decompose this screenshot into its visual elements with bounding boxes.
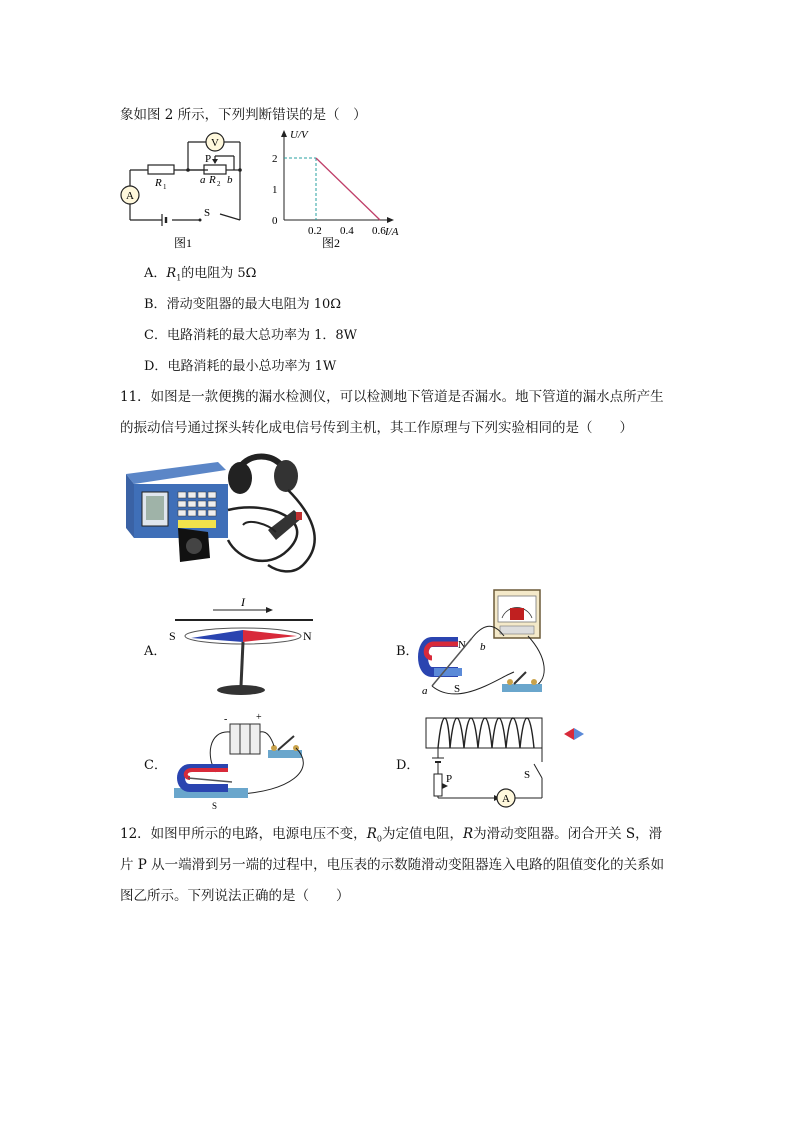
series-line — [316, 158, 380, 220]
q11-option-b-letter: B． — [396, 644, 419, 659]
svg-text:a: a — [422, 685, 428, 697]
svg-text:-: - — [224, 714, 228, 725]
svg-text:S: S — [524, 769, 531, 781]
q11-line-2: 的振动信号通过探头转化成电信号传到主机，其工作原理与下列实验相同的是（ ） — [120, 420, 633, 436]
option-d-solenoid-diagram — [420, 712, 592, 814]
svg-text:+: + — [256, 712, 262, 723]
svg-text:R: R — [209, 174, 216, 186]
q11-line-1: 11．如图是一款便携的漏水检测仪，可以检测地下管道是否漏水。地下管道的漏水点所产生 — [120, 389, 664, 405]
x-tick-label: 0.4 — [340, 225, 354, 237]
svg-text:V: V — [211, 137, 219, 149]
svg-text:S: S — [169, 629, 176, 643]
svg-text:N: N — [458, 639, 466, 651]
x-axis-label: I/A — [385, 226, 399, 238]
y-tick-label: 0 — [272, 215, 278, 227]
q10-option-c: C．电路消耗的最大总功率为 1．8W — [144, 328, 357, 343]
svg-text:S: S — [212, 801, 218, 811]
q10-option-a: A．$R_1$的电阻为 5Ω — [144, 266, 257, 283]
q11-option-c-letter: C． — [144, 758, 167, 773]
svg-text:S: S — [454, 683, 461, 695]
svg-text:2: 2 — [217, 180, 221, 188]
q10-option-b: B．滑动变阻器的最大电阻为 10Ω — [144, 297, 342, 312]
option-b-galvanometer-diagram — [418, 588, 568, 710]
y-tick-label: 2 — [272, 153, 278, 165]
q11-option-d-letter: D． — [396, 758, 420, 773]
q12-line-2: 片 P 从一端滑到另一端的过程中，电压表的示数随滑动变阻器连入电路的阻值变化的关系如 — [120, 857, 665, 873]
svg-text:A: A — [502, 793, 510, 805]
svg-text:N: N — [303, 629, 312, 643]
option-c-motor-diagram — [168, 710, 318, 812]
svg-text:A: A — [126, 190, 134, 202]
svg-text:1: 1 — [163, 183, 167, 191]
y-axis-label: U/V — [290, 129, 308, 141]
figure-2-caption: 图2 — [322, 236, 341, 250]
figure-1-circuit — [118, 128, 248, 250]
svg-text:a: a — [200, 174, 206, 186]
figure-2-graph — [268, 126, 413, 250]
x-tick-label: 0.2 — [308, 225, 322, 237]
x-tick-label: 0.6 — [372, 225, 386, 237]
leak-detector-photo — [118, 440, 330, 580]
svg-text:I: I — [241, 595, 245, 609]
q10-intro: 象如图 2 所示，下列判断错误的是（ ） — [120, 107, 367, 123]
q12-line-1: 12．如图甲所示的电路，电源电压不变，$R_0$为定值电阻，R为滑动变阻器。闭合开关 S，滑 — [120, 826, 663, 844]
svg-text:b: b — [480, 641, 486, 653]
svg-text:P: P — [446, 773, 453, 785]
svg-text:P: P — [205, 153, 212, 165]
q11-option-a-letter: A． — [144, 644, 167, 659]
q12-line-3: 图乙所示。下列说法正确的是（ ） — [120, 888, 350, 904]
q10-option-d: D．电路消耗的最小总功率为 1W — [144, 359, 337, 374]
svg-text:S: S — [204, 207, 211, 219]
y-tick-label: 1 — [272, 184, 278, 196]
svg-text:R: R — [155, 177, 162, 189]
svg-text:b: b — [227, 174, 233, 186]
option-a-compass-diagram — [163, 594, 323, 706]
svg-text:图1: 图1 — [174, 236, 193, 250]
